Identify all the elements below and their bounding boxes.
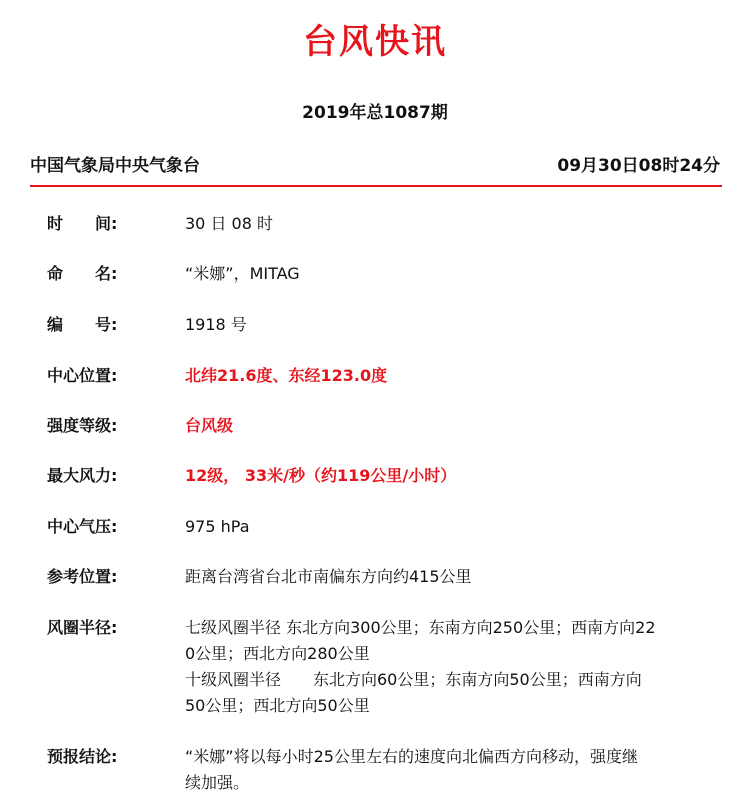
field-center-pressure-label: 中心气压: (47, 517, 118, 536)
field-time-label: 时 间: (47, 214, 118, 233)
field-forecast-value (185, 744, 713, 796)
issue-number: 2019年总1087期 (302, 103, 448, 123)
field-max-wind-label: 最大风力: (47, 466, 118, 485)
field-intensity-grade-label: 强度等级: (47, 416, 118, 435)
field-number-value: 1918 号 (185, 315, 247, 334)
issuing-organization: 中国气象局中央气象台 (30, 156, 200, 176)
field-max-wind-value: 12级， 33米/秒（约119公里/小时） (185, 466, 457, 485)
forecast-line-2: 续加强。 (185, 773, 250, 792)
field-center-pressure-value: 975 hPa (185, 517, 250, 536)
wind-radius-line-2: 0公里；西北方向280公里 (185, 644, 370, 663)
field-reference-position-label: 参考位置: (47, 567, 118, 586)
wind-radius-line-3: 十级风圈半径 东北方向60公里；东南方向50公里；西南方向 (185, 670, 642, 689)
wind-radius-line-4: 50公里；西北方向50公里 (185, 696, 370, 715)
forecast-line-1: “米娜”将以每小时25公里左右的速度向北偏西方向移动，强度继 (185, 747, 638, 766)
field-time-value: 30 日 08 时 (185, 214, 273, 233)
header-divider (30, 185, 722, 187)
field-number-label: 编 号: (47, 315, 118, 334)
field-center-position-value: 北纬21.6度、东经123.0度 (185, 366, 388, 385)
field-name-label: 命 名: (47, 264, 118, 283)
field-center-position-label: 中心位置: (47, 366, 118, 385)
wind-radius-line-1: 七级风圈半径 东北方向300公里；东南方向250公里；西南方向22 (185, 618, 656, 637)
field-forecast-label: 预报结论: (47, 747, 118, 766)
field-wind-radius-value (185, 615, 713, 719)
field-wind-radius-label: 风圈半径: (47, 618, 118, 637)
field-intensity-grade-value: 台风级 (185, 416, 234, 435)
field-name-value: “米娜”，MITAG (185, 264, 300, 283)
issued-time: 09月30日08时24分 (557, 156, 720, 176)
bulletin-title: 台风快讯 (303, 22, 447, 62)
field-reference-position-value: 距离台湾省台北市南偏东方向约415公里 (185, 567, 472, 586)
